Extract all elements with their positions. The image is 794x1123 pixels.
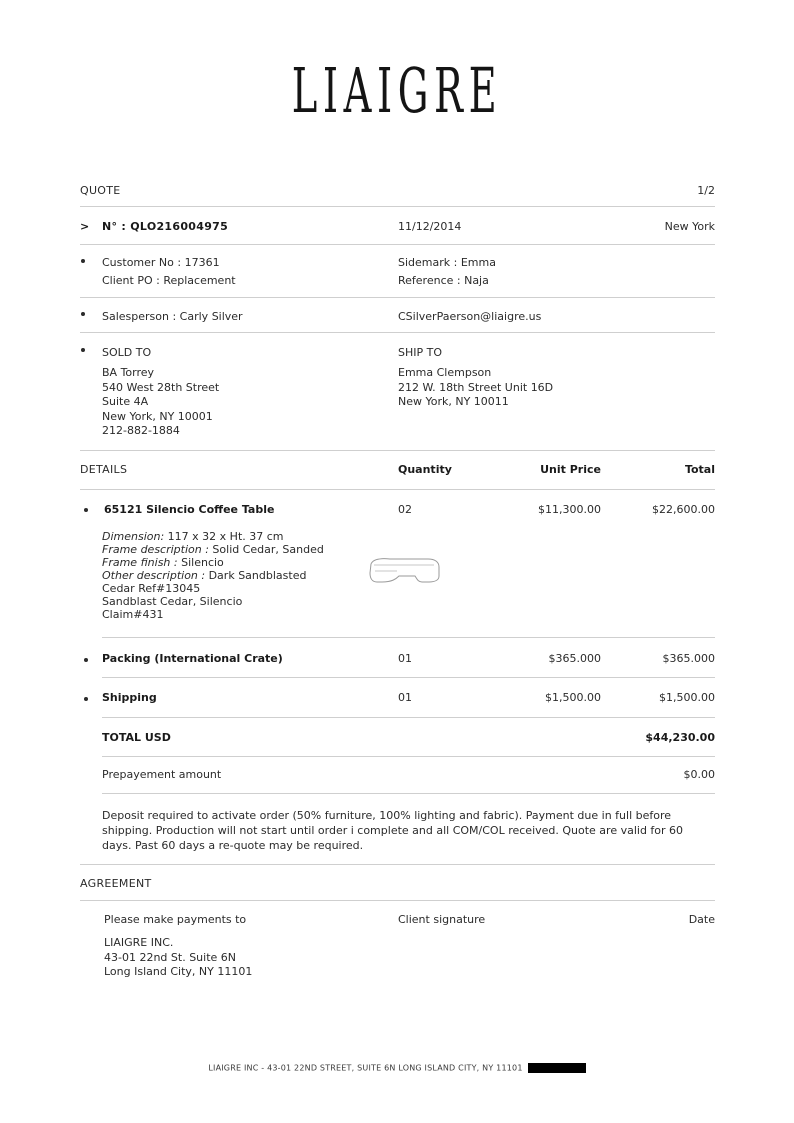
salesperson: Salesperson : Carly Silver [102,310,243,323]
terms-text: Deposit required to activate order (50% furniture, 100% lighting and fabric). Payment due in full before shipping. Production will not start until order i complete and all COM/COL received. Quote are valid for 60 days. Past 60 days a re-quote may be required. [102,809,684,852]
address-line: 540 West 28th Street [102,380,220,394]
column-header-total: Total [684,463,715,476]
divider [102,793,715,794]
column-header-quantity: Quantity [398,463,452,476]
column-header-unit-price: Unit Price [540,463,601,476]
prepayment-value: $0.00 [683,768,715,781]
agreement-title: AGREEMENT [80,877,152,890]
divider [80,900,715,901]
sidemark: Sidemark : Emma [398,256,496,269]
divider [80,864,715,865]
customer-number: Customer No : 17361 [102,256,220,269]
quote-date: 11/12/2014 [398,220,462,233]
prepayment-label: Prepayement amount [102,768,222,781]
sold-to-address [102,366,382,439]
reference: Reference : Naja [398,274,489,287]
item-unit-price: $11,300.00 [538,503,601,516]
divider [102,677,715,678]
payee-address [104,936,384,980]
description-extra-line: Sandblast Cedar, Silencio [102,595,243,608]
ship-to-title: SHIP TO [398,346,443,359]
bullet-icon [81,259,85,263]
item-unit-price: $1,500.00 [545,691,601,704]
address-line: 212 W. 18th Street Unit 16D [398,380,554,394]
section-title-quote: QUOTE [80,184,121,197]
bullet-icon [81,348,85,352]
divider [80,450,715,451]
ship-to-address [398,366,698,410]
payee-line: LIAIGRE INC. [104,936,174,949]
frame-description-label: Frame description : [102,543,209,556]
item-description [102,530,382,621]
item-quantity: 01 [398,691,412,704]
total-value: $44,230.00 [645,731,715,744]
frame-description-value: Solid Cedar, Sanded [208,543,324,556]
item-name: Shipping [102,691,157,704]
bullet-icon [84,508,88,512]
footer [0,1063,794,1073]
address-line: New York, NY 10011 [398,395,509,409]
bullet-icon [84,697,88,701]
client-po: Client PO : Replacement [102,274,236,287]
brand-logo: LIAIGRE [291,54,503,127]
divider [102,637,715,638]
details-title: DETAILS [80,463,128,476]
divider [80,332,715,333]
coffee-table-sketch-icon [368,556,442,584]
signature-label: Client signature [398,913,486,926]
date-label: Date [688,913,715,926]
other-description-value: Dark Sandblasted [205,569,307,582]
item-name: Packing (International Crate) [102,652,283,665]
address-line: Suite 4A [102,395,149,409]
address-line: BA Torrey [102,366,155,379]
bullet-icon [81,312,85,316]
payments-label: Please make payments to [104,913,247,926]
divider [80,489,715,490]
item-unit-price: $365.000 [548,652,601,665]
frame-finish-label: Frame finish : [102,556,178,569]
description-extra-line: Claim#431 [102,608,164,621]
bullet-icon [84,658,88,662]
address-line: Emma Clempson [398,366,492,379]
item-name: 65121 Silencio Coffee Table [104,503,275,516]
phone: 212-882-1884 [102,424,180,438]
quote-number: N° : QLO216004975 [102,220,229,233]
redaction-bar [528,1063,586,1073]
divider [102,756,715,757]
payee-line: 43-01 22nd St. Suite 6N [104,950,237,964]
footer-text: LIAIGRE INC - 43-01 22ND STREET, SUITE 6N LONG ISLAND CITY, NY 11101 [208,1063,523,1073]
salesperson-email[interactable]: CSilverPaerson@liaigre.us [398,310,542,323]
item-total: $22,600.00 [652,503,715,516]
item-total: $365.000 [662,652,715,665]
divider [80,297,715,298]
address-line: New York, NY 10001 [102,409,213,423]
sold-to-title: SOLD TO [102,346,152,359]
dimension-value: 117 x 32 x Ht. 37 cm [164,530,284,543]
total-label: TOTAL USD [102,731,171,744]
frame-finish-value: Silencio [177,556,224,569]
payee-line: Long Island City, NY 11101 [104,965,253,979]
divider [102,717,715,718]
divider [80,244,715,245]
dimension-label: Dimension: [102,530,165,543]
item-quantity: 02 [398,503,412,516]
description-extra-line: Cedar Ref#13045 [102,582,201,595]
quote-location: New York [664,220,715,233]
page-number: 1/2 [697,184,715,197]
quote-prefix-icon: > [80,220,90,233]
other-description-label: Other description : [102,569,206,582]
item-quantity: 01 [398,652,412,665]
item-total: $1,500.00 [659,691,715,704]
divider [80,206,715,207]
